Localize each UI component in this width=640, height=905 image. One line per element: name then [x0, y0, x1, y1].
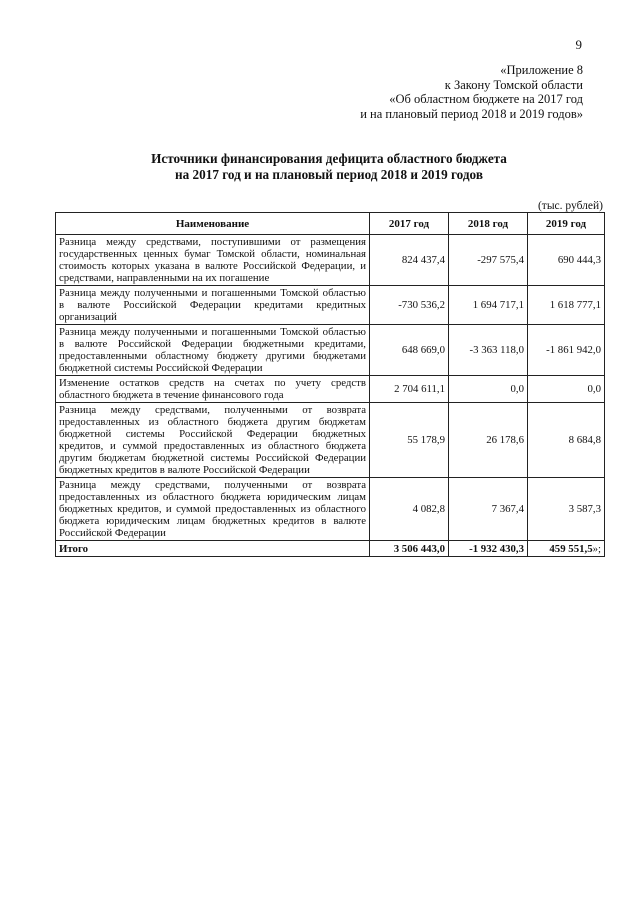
- row-value-2019: 690 444,3: [528, 235, 605, 286]
- total-2017: 3 506 443,0: [370, 541, 449, 557]
- row-value-2017: 2 704 611,1: [370, 376, 449, 403]
- total-row: [56, 541, 605, 557]
- row-value-2018: -297 575,4: [449, 235, 528, 286]
- appendix-header: [360, 63, 583, 121]
- appendix-line: к Закону Томской области: [444, 77, 583, 92]
- header-2017: 2017 год: [370, 213, 449, 235]
- financing-sources-table: [55, 212, 605, 557]
- table-row: [56, 325, 605, 376]
- row-name: Разница между полученными и погашенными Томской областью в валюте Российской Федерации бюджетными кредитами, предоставленными областному бюджету другими бюджетами бюджетной системы Российской Федерации: [56, 325, 370, 376]
- header-2019: 2019 год: [528, 213, 605, 235]
- row-name: Изменение остатков средств на счетах по учету средств областного бюджета в течение финансового года: [56, 376, 370, 403]
- row-value-2017: 824 437,4: [370, 235, 449, 286]
- row-value-2018: 0,0: [449, 376, 528, 403]
- header-name: Наименование: [56, 213, 370, 235]
- total-2019: [528, 541, 605, 557]
- table-row: [56, 286, 605, 325]
- row-value-2017: -730 536,2: [370, 286, 449, 325]
- units-note: (тыс. рублей): [537, 200, 603, 212]
- total-2018: -1 932 430,3: [449, 541, 528, 557]
- header-2018: 2018 год: [449, 213, 528, 235]
- appendix-line: «Приложение 8: [500, 63, 583, 77]
- row-value-2019: -1 861 942,0: [528, 325, 605, 376]
- total-label: Итого: [56, 541, 370, 557]
- row-name: Разница между полученными и погашенными Томской областью в валюте Российской Федерации кредитами кредитных организаций: [56, 286, 370, 325]
- title-line-2: на 2017 год и на плановый период 2018 и 2019 годов: [175, 167, 483, 182]
- closing-quote: »;: [592, 542, 601, 555]
- row-name: Разница между средствами, полученными от возврата предоставленных из областного бюджета другим бюджетам бюджетной системы Российской Федерации бюджетных кредитов, и суммой предоставленных из областного бюджета другим бюджетам бюджетной системы Российской Федерации бюджетных кредитов в валюте Российской Федерации: [56, 403, 370, 478]
- row-value-2017: 55 178,9: [370, 403, 449, 478]
- row-value-2018: 1 694 717,1: [449, 286, 528, 325]
- title-line-1: Источники финансирования дефицита областного бюджета: [151, 151, 507, 166]
- row-value-2018: 7 367,4: [449, 478, 528, 541]
- appendix-line: «Об областном бюджете на 2017 год: [389, 92, 583, 107]
- row-value-2019: 0,0: [528, 376, 605, 403]
- table-header-row: [56, 213, 605, 235]
- row-name: Разница между средствами, полученными от возврата предоставленных из областного бюджета юридическим лицам бюджетных кредитов, и суммой предоставленных из областного бюджета юридическим лицам бюджетных кредитов в валюте Российской Федерации: [56, 478, 370, 541]
- row-value-2018: 26 178,6: [449, 403, 528, 478]
- row-value-2019: 3 587,3: [528, 478, 605, 541]
- row-name: Разница между средствами, поступившими от размещения государственных ценных бумаг Томской области, номинальная стоимость которых указана в валюте Российской Федерации, и средствами, направленными на их погашение: [56, 235, 370, 286]
- table-row: [56, 376, 605, 403]
- table-row: [56, 235, 605, 286]
- appendix-line: и на плановый период 2018 и 2019 годов»: [360, 106, 583, 121]
- row-value-2019: 1 618 777,1: [528, 286, 605, 325]
- page-number: 9: [575, 37, 582, 52]
- row-value-2017: 648 669,0: [370, 325, 449, 376]
- document-title: [55, 151, 603, 183]
- row-value-2017: 4 082,8: [370, 478, 449, 541]
- row-value-2019: 8 684,8: [528, 403, 605, 478]
- row-value-2018: -3 363 118,0: [449, 325, 528, 376]
- total-2019-value: 459 551,5: [549, 542, 593, 555]
- table-row: [56, 403, 605, 478]
- table-row: [56, 478, 605, 541]
